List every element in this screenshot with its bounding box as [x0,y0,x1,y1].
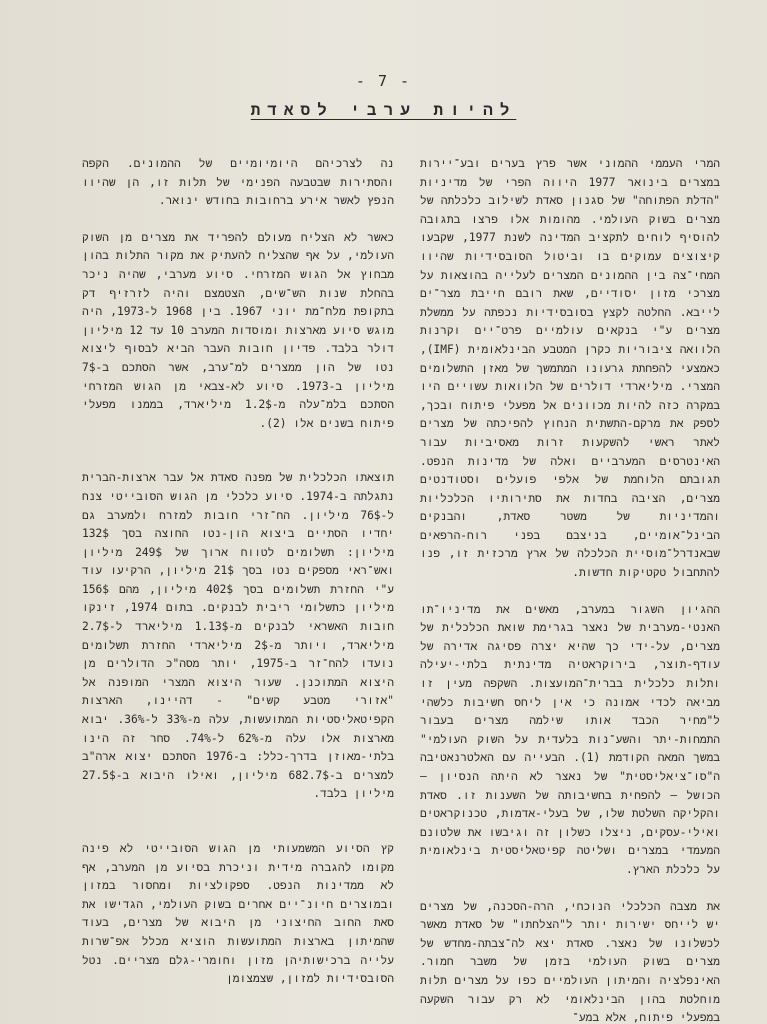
left-column [82,155,394,989]
paragraph: תוצאתו הכלכלית של מפנה סאדת אל עבר ארצות-הברית נתגלתה ב-1974. סיוע כלכלי מן הגוש הסובייטי צנח ל-76$ מיליון. הח־זרי חובות למזרח ולמערב גם יחדיו הסתיים ביצוא הון-נטו החוצה בסך 132$ מיליון: תשלומים לטווח ארוך של 249$ מיליון ואש־ראי מספקים נטו בסך 21$ מיליון, הרקיעו עוד ע"י החזרת תשלומים בסך 402$ מיליון, מהם 156$ מיליון כתשלומי ריבית לבנקים. בתום 1974, זינקו חובות האשראי לבנקים מ-1.13$ מיליארד ל-2.7$ מיליארד, ויותר מ-2$ מיליארדי החזרת תשלומים נועדו להח־זר ב-1975, יותר מסה"כ הדולרים מן היצוא המתוכנן. שעור היצוא המצרי המופנה אל "אזורי מטבע קשים" - דהיינו, הארצות הקפיטאליסטיות המתועשות, עלה מ-33% ל-36%. יבוא מארצות אלו עלה מ-62% ל-74%. סחר זה הינו בלתי-מאוזן בדרך-כלל: ב-1976 הסתכם יצוא ארה"ב למצרים ב-682.7$ מיליון, ואילו היבוא ב-27.5$ מיליון בלבד. [82,471,395,801]
paragraph: ההגיון השגור במערב, מאשים את מדיניו־תו האנטי-מערבית של נאצר בגרימת שואת הכלכלית של מצרים, על-ידי כך שהיא יצרה פסיגה אדירה של עודף-תוצר, בירוקראטיה מדינתית בלתי-יעילה ותלות כלכלית בברית־המועצות. השקפה מעין זו מביאה לכדי אמונה כי אין ליחס חשיבות כלשהי ל"מחיר הכבד אותו שילמה מצרים בעבור התמחות-יתר והשע־נות בלעדית על השוק העולמי" במשך המאה הקודמת (1). הבעייה עם האלטרנאטיבה ה"סו־ציאליסטית" של נאצר לא היתה הנסיון — הכושל — להפחית בחשיבותה של השענות זו. סאדת והקליקה השלטת שלו, של בעלי-אדמות, טכנוקראטים ואילי-עסקים, ניצלו כשלון זה וגיבשו את שלטונם המעמדי במצרים ושליטה קפיטאליסטית בינלאומית על כלכלת הארץ. [420,602,720,876]
paragraph: כאשר לא הצליח מעולם להפריד את מצרים מן השוק העולמי, על אף שהצליח להעתיק את מקור התלות בהון מבחוץ אל הגוש המזרחי. סיוע מערבי, שהיה ניכר בהחלת שנות הש־שים, הצטמצם והיה לזרזיף דק בתקופת מלח־מת יוני 1967. בין 1968 ל-1973, היה מוגש סיוע מארצות ומוסדות המערב 10 עד 12 מיליון דולר בלבד. פדיון חובות העבר הביא לבסוף ליצוא נטו של הון ממצרים למ־ערב, אשר הסתכם ב-7$ מיליון ב-1973. סיוע לא-צבאי מן הגוש המזרחי הסתכם בלמ־עלה מ-1.2$ מיליארד, בממנו מפעלי פיתוח בשנים אלו (2). [82,230,395,430]
right-column [420,155,720,1024]
page-number: - 7 - [355,72,412,90]
paragraph: המרי העממי ההמוני אשר פרץ בערים ובע־יירות במצרים בינואר 1977 היווה הפרי של מדיניות "הדלת הפתוחה" של סגנון סאדת לשילוב כלכלתה של מצרים בשוק העולמי. מהומות אלו פרצו בתגובה להוסיף לוחים לתקציב המדינה לשנת 1977, שקבעו קיצוצים עמוקים בו וביטול הסובסידיות שהיוו המחי־צה בין ההמונים המצרים לעלייה בהוצאות על מצרכי מזון יסודיים, שאת רובם חייבת מצר־ים לייבא. החלטה לקצץ בסובסידיות נכפתה על ממשלת מצרים ע"י בנקאים עולמיים פרט־יים וקרנות הלוואה ציבוריות כקרן המטבע הבינלאומית (IMF), כאמצעי להפחתת גרעונו המתמשך של מאזן התשלומים המצרי. מיליארדי דולרים של הלוואות עשויים היו במקרה כזה להיות מכוונים אל מפעלי פיתוח ובכך, לספק את מרקם-התשתית הנחוץ להפיכתה של מצרים לאתר ראשי להשקעות זרות מאסיביות עבור האינטרסים המערביים ואלה של מדינות הנפט. תגובתם הלוחמת של אלפי פועלים וסטודנטים מצרים, הציבה בחדות את סתירותיו הכלכליות והמדיניות של משטר סאדת, והבנקים הבינל־אומיים, בניצבם בפני רוח-הרפאים שבאנדרל־מוסיית הכלכלה של ארץ מרכזית זו, פנו להתחבול טקטיקות חדשות. [420,157,720,580]
paragraph: קץ הסיוע המשמעותי מן הגוש הסובייטי לא פינה מקומו להגברה מידית וניכרת בסיוע מן המערב, אף לא ממדינות הנפט. ספקולציות ומחסור במזון ובמוצרים חיונ־יים אחרים בשוק העולמי, הגדישו את סאת החוב החיצוני מן היבוא של מצרים, בעוד שהמיתון בארצות המתועשות הוציא מכלל אפ־שרות עלייה ברכישותיהן מזון וחומרי-גלם מצריים. נטל הסובסידיות למזון, שצמצומן [82,842,394,986]
page-title: להיות ערבי לסאדת [250,100,517,119]
paragraph: נה לצרכיהם היומיומיים של ההמונים. הקפה והסתירות שבטבעה הפנימי של תלות זו, הן שהיוו הנפץ לאשר אירע ברחובות בחודש ינואר. [82,157,394,208]
paragraph: את מצבה הכלכלי הנוכחי, הרה-הסכנה, של מצרים יש לייחס ישירות יותר ל"הצלחתו" של סאדת מאשר לכשלונו של נאצר. סאדת יצא לה־צבתה-מחדש של מצרים בשוק העולמי בזמן של משבר חמור. האינפלציה והמיתון העולמיים כפו על מצרים תלות מוחלטת בהון הבינלאומי לא רק עבור השקעה במפעלי פיתוח, אלא במע־ [420,899,720,1024]
